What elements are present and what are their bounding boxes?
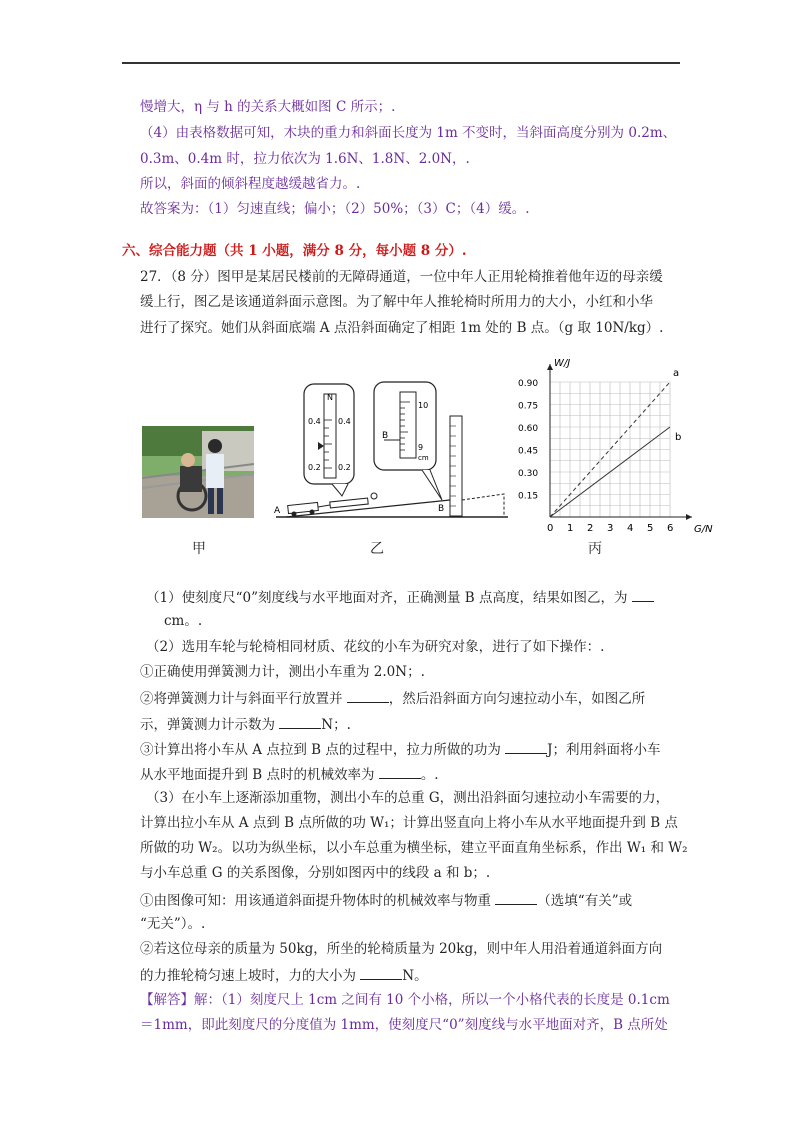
analysis-tag: 【解答】 <box>140 992 194 1008</box>
analysis-line <box>140 991 670 1009</box>
figure-caption-jia: 甲 <box>192 541 206 557</box>
answer-line: （4）由表格数据可知，木块的重力和斜面长度为 1m 不变时，当斜面高度分别为 0.2m、 <box>140 125 677 141</box>
chart-grid <box>547 364 692 520</box>
x-tick-label: 5 <box>647 523 654 534</box>
y-tick-label: 0.15 <box>518 491 539 502</box>
step-text-part: ，然后沿斜面方向匀速拉动小车，如图乙所 <box>388 691 646 707</box>
y-tick-label: 0.45 <box>518 446 539 457</box>
point-a-label: A <box>274 506 281 516</box>
scale-tick-label: 0.4 <box>308 417 321 426</box>
work-weight-chart <box>510 352 730 537</box>
scale-tick-label: 0.2 <box>338 463 351 472</box>
step-text <box>140 714 351 734</box>
subquestion-text: 所做的功 W₂。以功为纵坐标，以小车总重为横坐标，建立平面直角坐标系，作出 W₁ 和 W₂ <box>140 840 688 856</box>
subquestion-text: （1）使刻度尺“0”刻度线与水平地面对齐，正确测量 B 点高度，结果如图乙，为 <box>146 590 628 606</box>
step-text <box>140 764 439 784</box>
y-tick-label: 0.30 <box>518 469 539 479</box>
scale-tick-label: 0.2 <box>308 463 321 472</box>
analysis-line: ＝1mm，即此刻度尺的分度值为 1mm，使刻度尺“0”刻度线与水平地面对齐，B 点所处 <box>140 1017 668 1033</box>
question-stem: 27．（8 分）图甲是某居民楼前的无障碍通道，一位中年人正用轮椅推着他年迈的母亲缓 <box>140 269 663 285</box>
step-text: ②若这位母亲的质量为 50kg，所坐的轮椅质量为 20kg，则中年人用沿着通道斜面方向 <box>140 941 663 957</box>
section-title: 六、综合能力题（共 1 小题，满分 8 分，每小题 8 分）. <box>122 243 467 259</box>
x-tick-label: 3 <box>607 523 614 534</box>
step-text-part: ③计算出将小车从 A 点拉到 B 点的过程中，拉力所做的功为 <box>140 742 501 758</box>
answer-line: 慢增大，η 与 h 的关系大概如图 C 所示；. <box>140 99 396 115</box>
chart-x-axis-label: G/N <box>694 524 713 535</box>
step-text-part: 。. <box>420 767 439 783</box>
step-text-part: ②将弹簧测力计与斜面平行放置并 <box>140 691 343 707</box>
subquestion-1 <box>146 587 654 607</box>
step-text <box>140 688 645 708</box>
step-text <box>140 890 632 910</box>
y-tick-label: 0.60 <box>518 424 539 434</box>
series-b-label: b <box>675 432 682 443</box>
x-tick-label: 6 <box>667 523 674 534</box>
answer-blank[interactable] <box>379 764 421 779</box>
scale-unit-label: N <box>327 393 333 402</box>
wheelchair-photo <box>142 426 254 518</box>
step-text-part: （选填“有关”或 <box>537 893 633 909</box>
x-axis-arrow <box>686 514 692 520</box>
answer-blank[interactable] <box>347 688 389 703</box>
x-tick-label: 4 <box>627 523 634 534</box>
point-b-label: B <box>438 504 445 514</box>
analysis-text: 解：（1）刻度尺上 1cm 之间有 10 个小格，所以一个小格代表的长度是 0.1cm <box>194 992 670 1008</box>
subquestion-3: （3）在小车上逐渐添加重物，测出小车的总重 G，测出沿斜面匀速拉动小车需要的力， <box>146 790 670 806</box>
ruler-unit-label: cm <box>418 454 429 462</box>
answer-blank[interactable] <box>495 890 537 905</box>
y-tick-label: 0.90 <box>518 379 539 389</box>
step-text-part: 从水平地面提升到 B 点时的机械效率为 <box>140 767 375 783</box>
zoom-point-label: B <box>382 431 389 441</box>
step-text-part: 的力推轮椅匀速上坡时，力的大小为 <box>140 968 356 984</box>
step-text: “无关”）。. <box>140 916 206 932</box>
x-tick-label: 2 <box>587 523 594 534</box>
figure-caption-yi: 乙 <box>370 541 384 557</box>
answer-line: 0.3m、0.4m 时，拉力依次为 1.6N、1.8N、2.0N，. <box>140 151 470 167</box>
x-tick-label: 1 <box>567 523 574 534</box>
answer-blank[interactable] <box>360 965 402 980</box>
subquestion-text: cm。. <box>164 613 203 629</box>
y-tick-label: 0.75 <box>518 401 539 412</box>
answer-blank[interactable] <box>505 739 547 754</box>
subquestion-text: 计算出拉小车从 A 点到 B 点所做的功 W₁；计算出竖直向上将小车从水平地面提升到 B 点 <box>140 815 678 831</box>
answer-line: 所以，斜面的倾斜程度越缓越省力。. <box>140 176 361 192</box>
figure-caption-bing: 丙 <box>588 541 602 557</box>
incline-diagram <box>272 380 512 525</box>
question-stem: 缓上行，图乙是该通道斜面示意图。为了解中年人推轮椅时所用力的大小，小红和小华 <box>140 294 653 310</box>
chart-y-axis-label: W/J <box>554 358 571 369</box>
question-stem: 进行了探究。她们从斜面底端 A 点沿斜面确定了相距 1m 处的 B 点。（g 取 10N/kg）. <box>140 320 664 336</box>
step-text-part: ①由图像可知：用该通道斜面提升物体时的机械效率与物重 <box>140 893 491 909</box>
answer-blank[interactable] <box>279 714 321 729</box>
ruler-tick-label: 9 <box>418 443 424 452</box>
ruler-tick-label: 10 <box>418 401 429 410</box>
subquestion-text: 与小车总重 G 的关系图像，分别如图丙中的线段 a 和 b；. <box>140 865 491 881</box>
step-text-part: 示，弹簧测力计示数为 <box>140 717 275 733</box>
series-a-label: a <box>673 368 680 379</box>
step-text: ①正确使用弹簧测力计，测出小车重为 2.0N；. <box>140 664 425 680</box>
x-tick-label: 0 <box>547 523 554 534</box>
answer-summary: 故答案为：（1）匀速直线；偏小；（2）50%；（3）C；（4）缓。. <box>140 201 530 217</box>
step-text <box>140 965 428 985</box>
answer-blank[interactable] <box>632 587 654 602</box>
step-text <box>140 739 661 759</box>
step-text-part: N。 <box>402 968 428 984</box>
header-rule <box>122 62 680 64</box>
step-text-part: J；利用斜面将小车 <box>547 742 661 758</box>
scale-tick-label: 0.4 <box>338 417 351 426</box>
y-axis-arrow <box>547 364 553 370</box>
step-text-part: N；. <box>321 717 351 733</box>
subquestion-2: （2）选用车轮与轮椅相同材质、花纹的小车为研究对象，进行了如下操作：. <box>146 639 605 655</box>
